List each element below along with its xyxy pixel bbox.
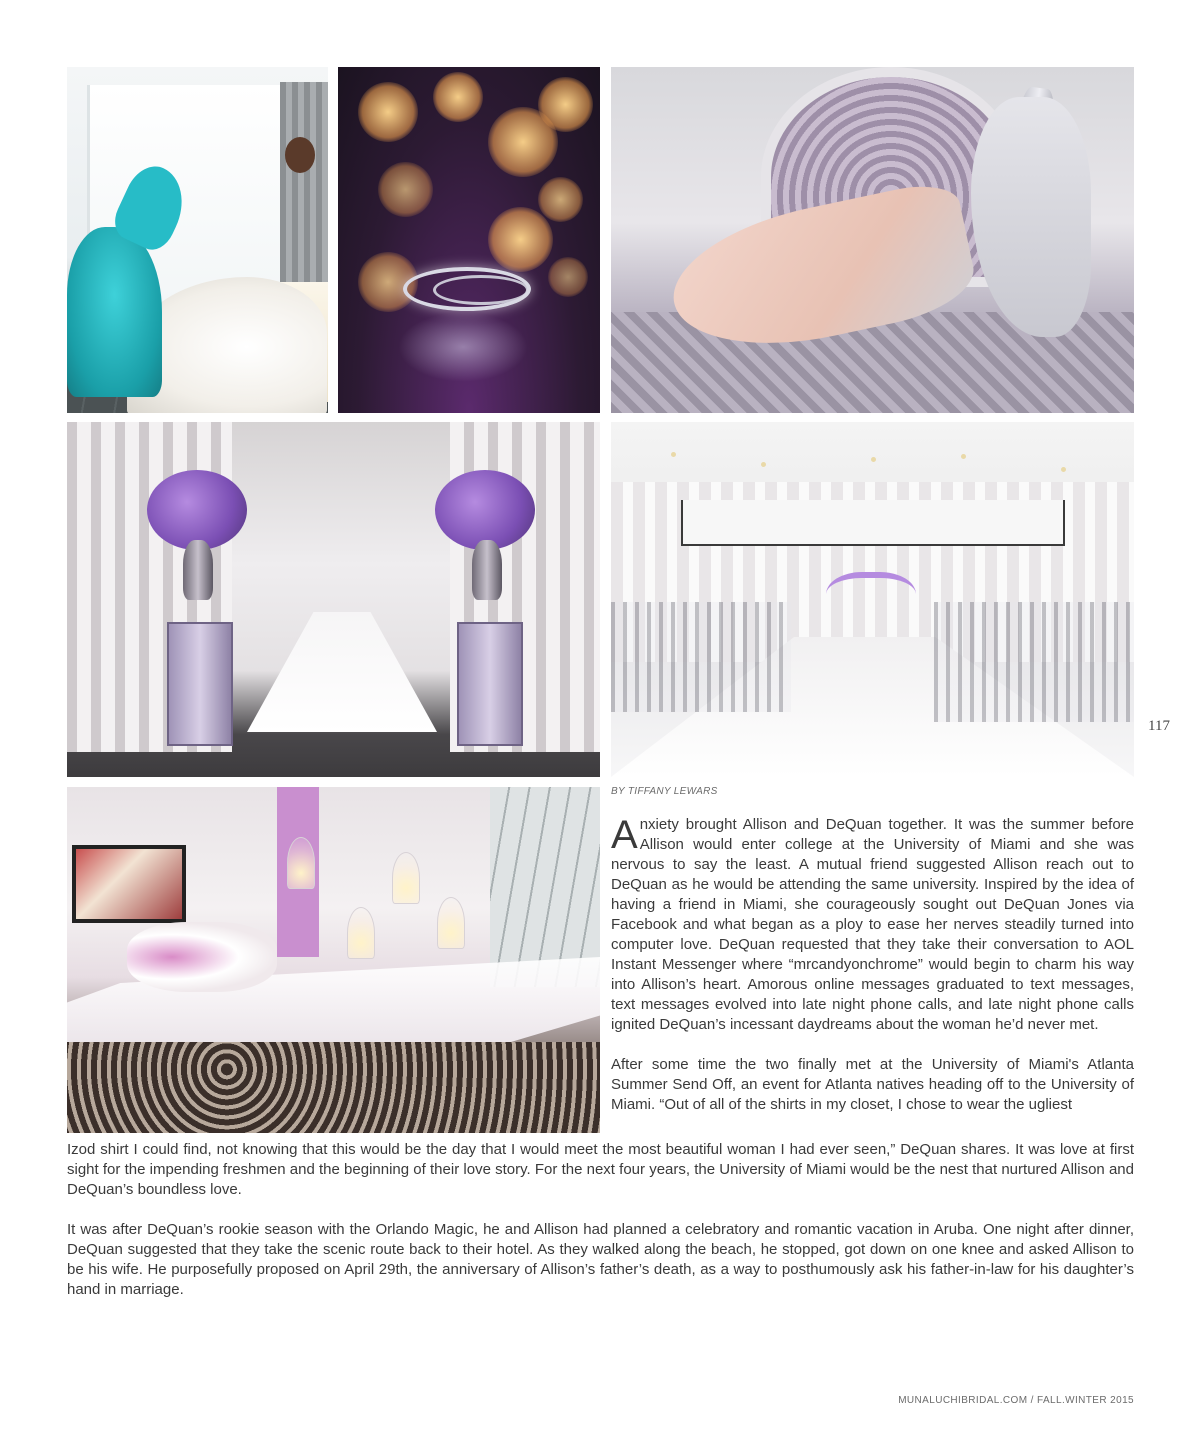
byline: BY TIFFANY LEWARS <box>611 786 718 797</box>
photo-bride-getting-ready <box>67 67 328 413</box>
article-paragraph: It was after DeQuan’s rookie season with the Orlando Magic, he and Allison had planned a celebratory and romantic vacation in Aruba. One night after dinner, DeQuan suggested that they take the scenic route back to their hotel. As they walked along the beach, he stopped, got down on one knee and asked Allison to be his wife. He purposefully proposed on April 29th, the anniversary of Allison’s father’s death, as a way to posthumously ask his father-in-law for his daughter’s hand in marriage. <box>67 1221 1134 1298</box>
article-paragraph: After some time the two finally met at the University of Miami's Atlanta Summer Send Off, an event for Atlanta natives heading off to the University of Miami. “Out of all of the shirts in my closet, I chose to wear the ugliest <box>611 1056 1134 1113</box>
photo-engagement-ring <box>338 67 600 413</box>
article-column <box>611 815 1134 1115</box>
footer-credit: MUNALUCHIBRIDAL.COM / FALL.WINTER 2015 <box>898 1395 1134 1406</box>
photo-escort-card-table <box>67 787 600 1133</box>
paragraph-text: nxiety brought Allison and DeQuan together. It was the summer before Allison would enter college at the University of Miami and she was nervous to say the least. A mutual friend suggested Allison reach out to DeQuan as he would be attending the same university. Inspired by the idea of having a friend in Miami, she courageously sought out DeQuan Jones via Facebook and what began as a ploy to ease her nerves steadily turned into computer love. DeQuan requested that they take their conversation to AOL Instant Messenger where “mrcandyonchrome” would begin to charm his way into Allison’s heart. Amorous online messages graduated to text messages, text messages evolved into late night phone calls, and late night phone calls ignited DeQuan’s incessant daydreams about the woman he’d never met. <box>611 816 1134 1033</box>
page-number: 117 <box>1148 718 1170 734</box>
photo-ceremony-hall <box>611 422 1134 777</box>
article-paragraph <box>611 815 1134 1035</box>
article-paragraph: Izod shirt I could find, not knowing that this would be the day that I would meet the most beautiful woman I had ever seen,” DeQuan shares. It was love at first sight for the impending freshmen and the beginning of their love story. For the next four years, the University of Miami would be the nest that nurtured Allison and DeQuan’s boundless love. <box>67 1141 1134 1198</box>
article-full-width <box>67 1140 1134 1300</box>
photo-bridal-shoes <box>611 67 1134 413</box>
drop-cap: A <box>611 813 638 857</box>
photo-ceremony-entrance <box>67 422 600 777</box>
